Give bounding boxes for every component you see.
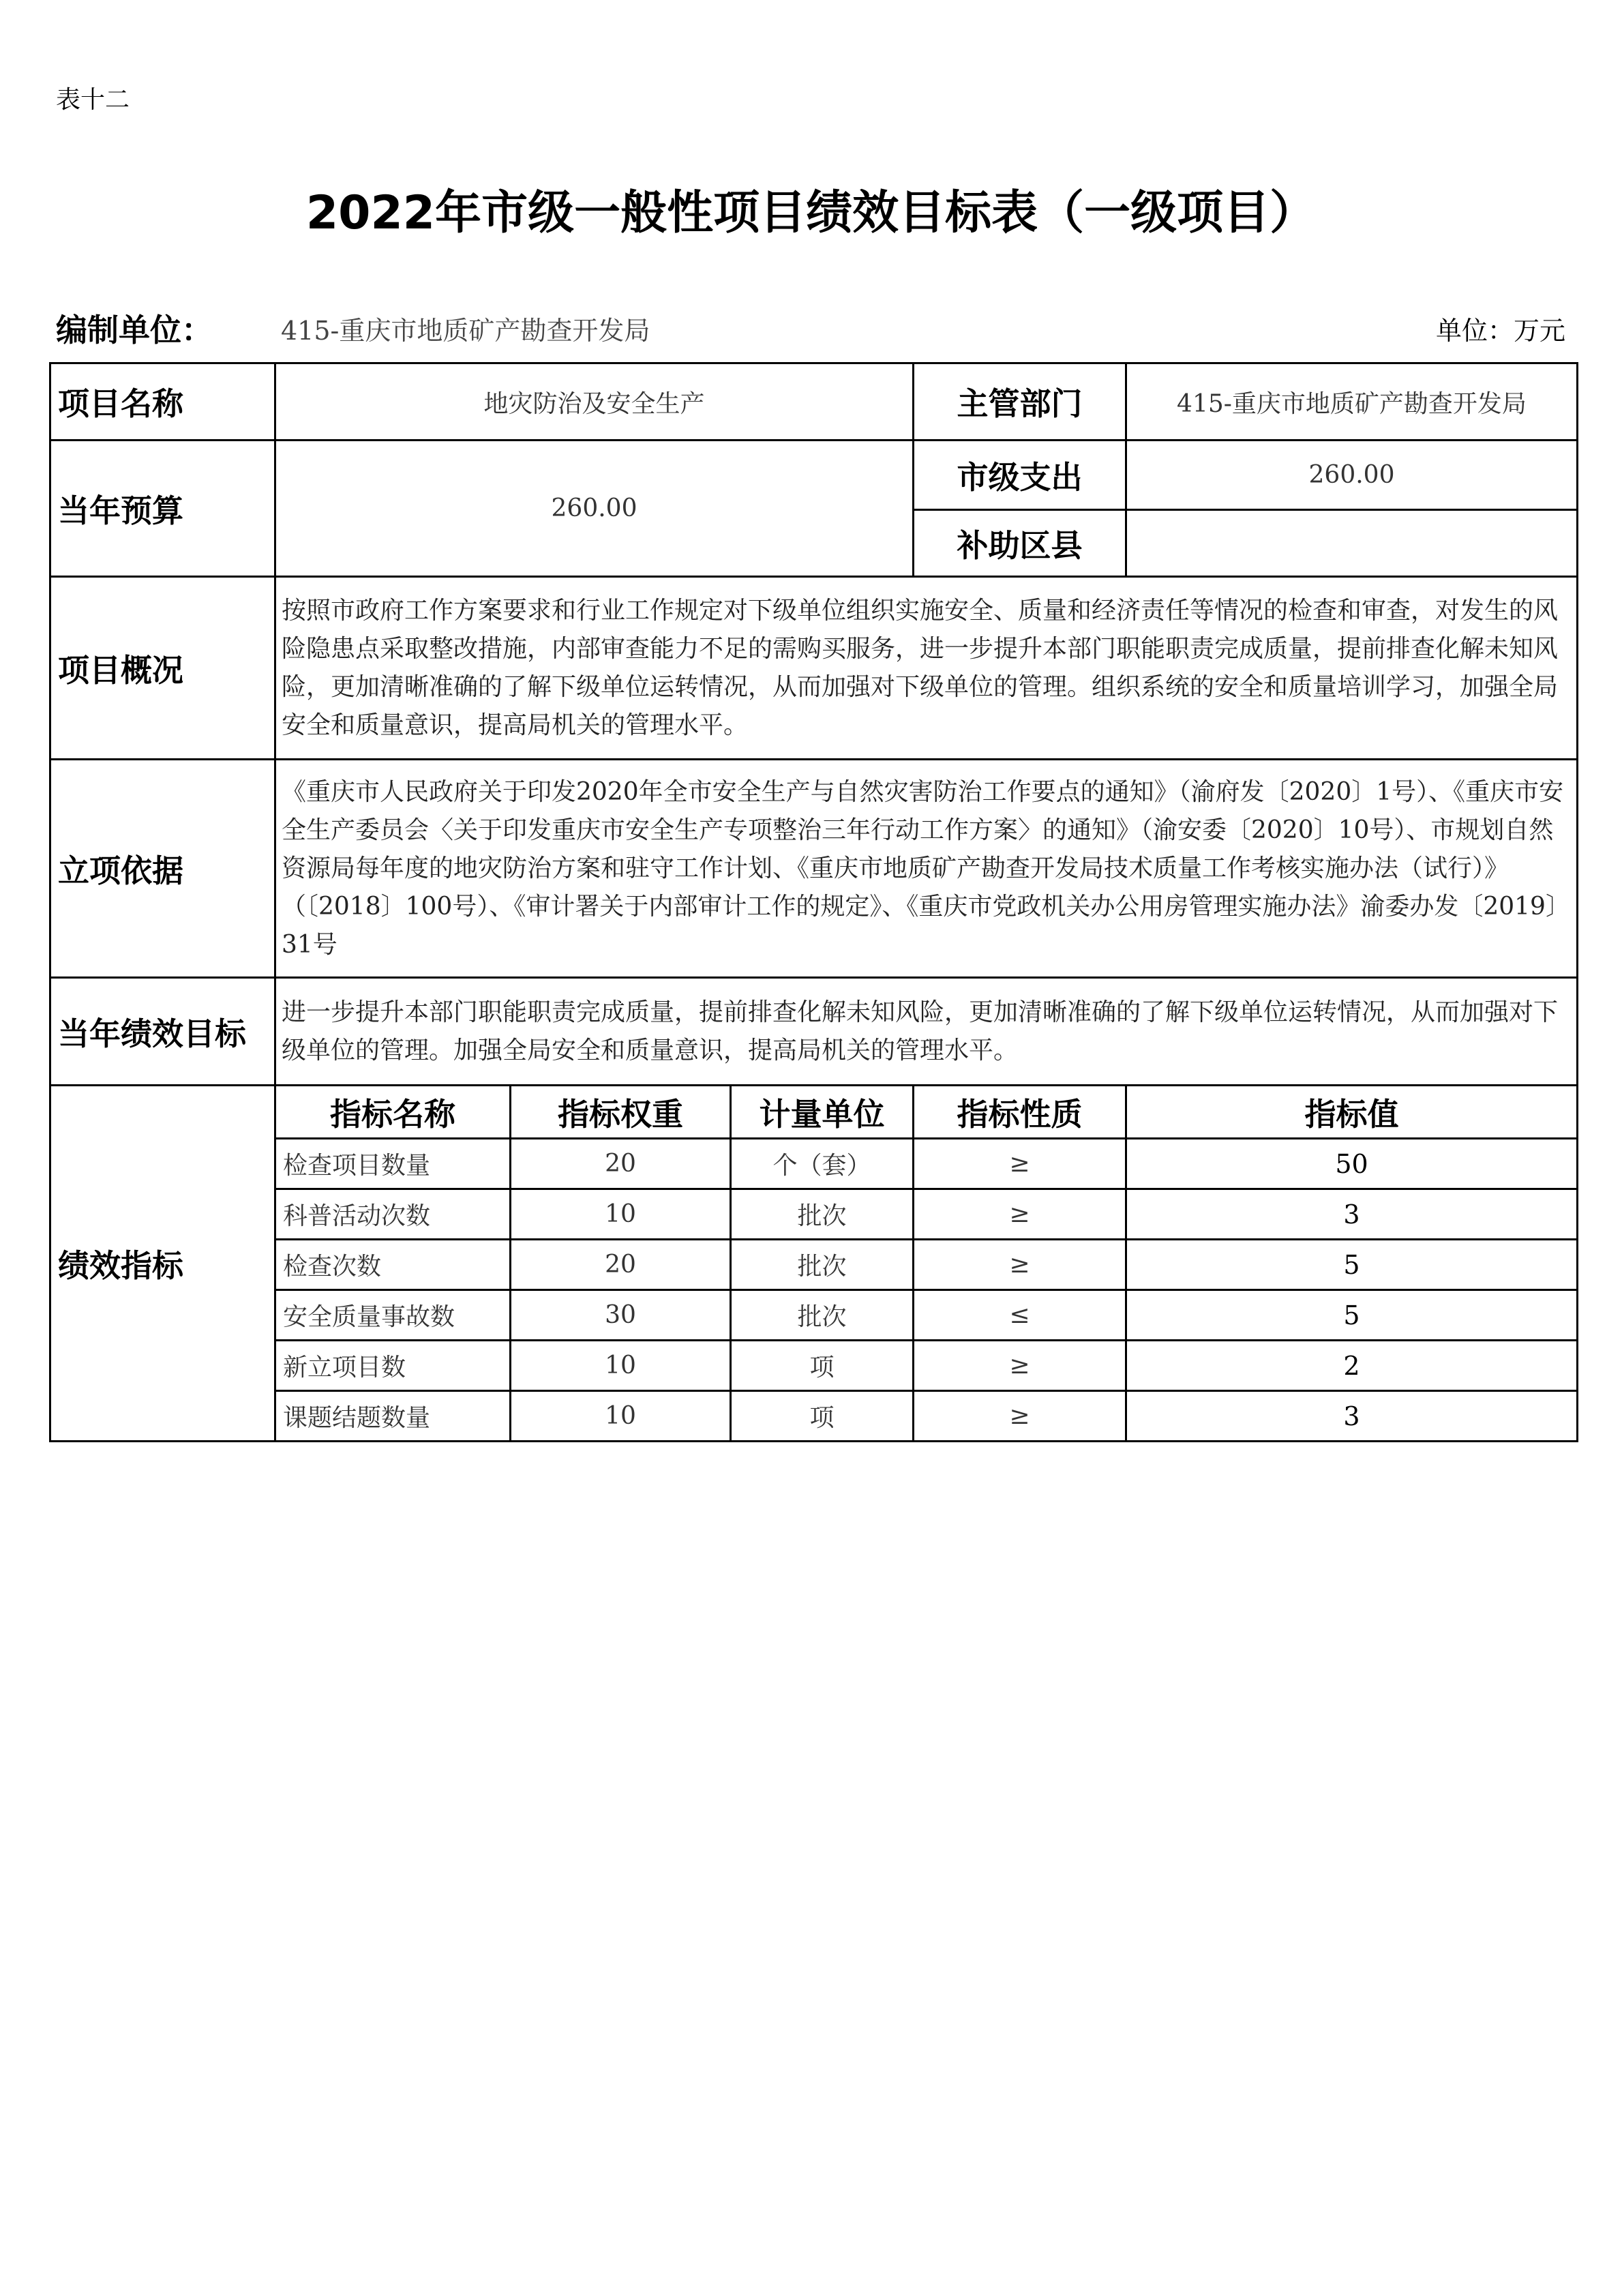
indicator-weight: 20: [511, 1139, 731, 1189]
performance-table: [49, 362, 1578, 1442]
overview-label: 项目概况: [50, 577, 275, 760]
indicator-unit: 批次: [731, 1189, 914, 1240]
compile-unit-label: 编制单位：: [56, 312, 213, 348]
table-row: [50, 1240, 1578, 1290]
indicator-nature: ≥: [914, 1240, 1126, 1290]
table-row: [50, 1290, 1578, 1341]
indicator-nature: ≥: [914, 1189, 1126, 1240]
indicator-value: 3: [1126, 1189, 1578, 1240]
goal-text: 进一步提升本部门职能职责完成质量，提前排查化解未知风险，更加清晰准确的了解下级单位运转情况，从而加强对下级单位的管理。加强全局安全和质量意识，提高局机关的管理水平。: [275, 978, 1578, 1086]
indicator-weight: 10: [511, 1189, 731, 1240]
budget-value: 260.00: [275, 441, 914, 577]
indicator-nature: ≤: [914, 1290, 1126, 1341]
indicator-weight: 30: [511, 1290, 731, 1341]
header-unit: 计量单位: [731, 1086, 914, 1139]
indicator-value: 5: [1126, 1240, 1578, 1290]
money-unit: 单位：万元: [1435, 316, 1565, 346]
indicator-nature: ≥: [914, 1391, 1126, 1442]
dept-value: 415-重庆市地质矿产勘查开发局: [1126, 363, 1578, 441]
table-row: [50, 1139, 1578, 1189]
indicator-value: 50: [1126, 1139, 1578, 1189]
indicator-unit: 个（套）: [731, 1139, 914, 1189]
city-expenditure-label: 市级支出: [914, 441, 1126, 510]
indicator-weight: 20: [511, 1240, 731, 1290]
indicator-value: 5: [1126, 1290, 1578, 1341]
header-value: 指标值: [1126, 1086, 1578, 1139]
indicator-unit: 项: [731, 1391, 914, 1442]
header-indicator-name: 指标名称: [275, 1086, 511, 1139]
indicator-name: 检查次数: [275, 1240, 511, 1290]
indicator-name: 课题结题数量: [275, 1391, 511, 1442]
indicator-unit: 批次: [731, 1290, 914, 1341]
indicator-value: 2: [1126, 1341, 1578, 1391]
subsidy-label: 补助区县: [914, 510, 1126, 577]
basis-text: 《重庆市人民政府关于印发2020年全市安全生产与自然灾害防治工作要点的通知》（渝府发〔2020〕1号）、《重庆市安全生产委员会〈关于印发重庆市安全生产专项整治三年行动工作方案〉的通知》（渝安委〔2020〕10号）、市规划自然资源局每年度的地灾防治方案和驻守工作计划、《重庆市地质矿产勘查开发局技术质量工作考核实施办法（试行）》（〔2018〕100号）、《审计署关于内部审计工作的规定》、《重庆市党政机关办公用房管理实施办法》渝委办发〔2019〕31号: [275, 760, 1578, 978]
table-number: 表十二: [56, 86, 130, 114]
header-indicator-weight: 指标权重: [511, 1086, 731, 1139]
table-row: [50, 1189, 1578, 1240]
indicator-name: 检查项目数量: [275, 1139, 511, 1189]
project-name-value: 地灾防治及安全生产: [275, 363, 914, 441]
dept-label: 主管部门: [914, 363, 1126, 441]
indicator-name: 安全质量事故数: [275, 1290, 511, 1341]
indicator-header-row: [50, 1086, 1578, 1139]
project-name-label: 项目名称: [50, 363, 275, 441]
city-expenditure-value: 260.00: [1126, 441, 1578, 510]
table-row: [50, 1341, 1578, 1391]
table-row: [50, 1391, 1578, 1442]
indicator-unit: 批次: [731, 1240, 914, 1290]
header-nature: 指标性质: [914, 1086, 1126, 1139]
page-title: 2022年市级一般性项目绩效目标表（一级项目）: [305, 186, 1317, 240]
goal-label: 当年绩效目标: [50, 978, 275, 1086]
indicator-name: 科普活动次数: [275, 1189, 511, 1240]
indicator-nature: ≥: [914, 1341, 1126, 1391]
overview-text: 按照市政府工作方案要求和行业工作规定对下级单位组织实施安全、质量和经济责任等情况的检查和审查，对发生的风险隐患点采取整改措施，内部审查能力不足的需购买服务，进一步提升本部门职能职责完成质量，提前排查化解未知风险，更加清晰准确的了解下级单位运转情况，从而加强对下级单位的管理。组织系统的安全和质量培训学习，加强全局安全和质量意识，提高局机关的管理水平。: [275, 577, 1578, 760]
budget-label: 当年预算: [50, 441, 275, 577]
compile-unit-value: 415-重庆市地质矿产勘查开发局: [281, 316, 650, 346]
indicators-label: 绩效指标: [50, 1086, 275, 1442]
unit-row: [56, 305, 1565, 346]
indicator-weight: 10: [511, 1341, 731, 1391]
indicator-name: 新立项目数: [275, 1341, 511, 1391]
subsidy-value: [1126, 510, 1578, 577]
indicator-nature: ≥: [914, 1139, 1126, 1189]
indicator-weight: 10: [511, 1391, 731, 1442]
basis-label: 立项依据: [50, 760, 275, 978]
indicator-unit: 项: [731, 1341, 914, 1391]
indicator-value: 3: [1126, 1391, 1578, 1442]
